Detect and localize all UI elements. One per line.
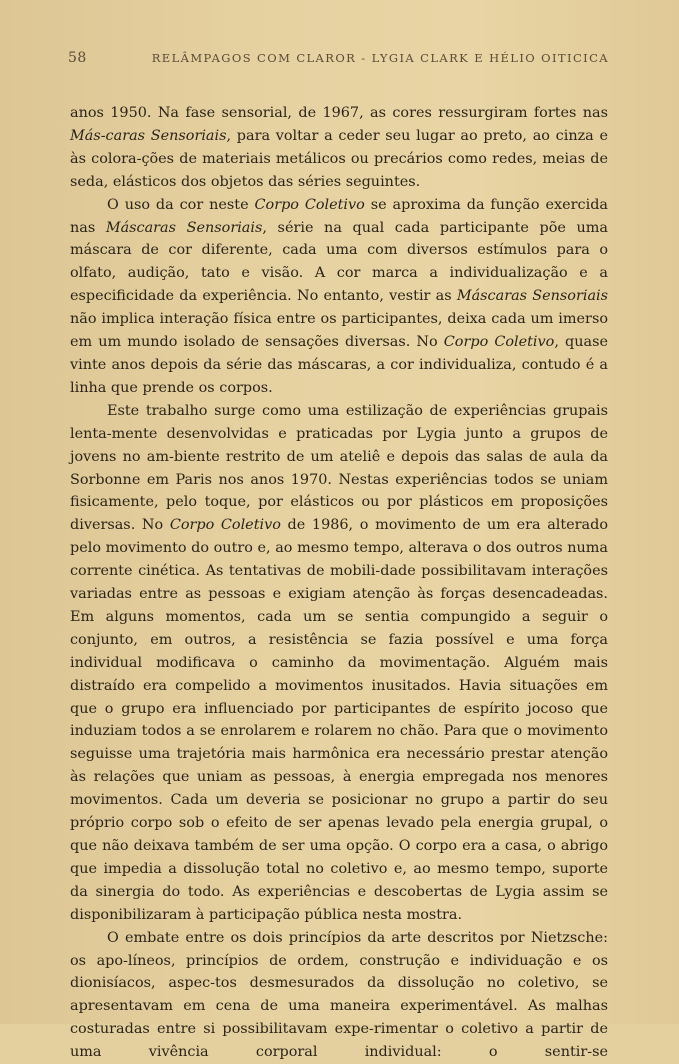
running-head: RELÂMPAGOS COM CLAROR - LYGIA CLARK E HÉLIO OITICICA [151, 51, 609, 65]
text-segment: O embate entre os dois princípios da arte descritos por Nietzsche: os apo-líneos, princípios de ordem, construção e individuação e os dionisíacos, aspec-tos desmesurados da dissolução no coletivo, se apresentavam em cena de uma maneira experimentável. As malhas costuradas entre si possibilitavam expe-rimentar o coletivo a partir de uma vivência corporal individual: o sentir-se [70, 929, 608, 1061]
text-segment: Este trabalho surge como uma estilização de experiências grupais lenta-mente desenvolvidas e praticadas por Lygia junto a grupos de jovens no am-biente restrito de um ateliê e depois das salas de aula da Sorbonne em Paris nos anos 1970. Nestas experiências todos se uniam fisicamente, pelo toque, por elásticos ou por plásticos em proposições diversas. No [70, 402, 608, 534]
body-text [70, 102, 608, 1064]
italic-title: Corpo Coletivo [443, 334, 555, 351]
italic-title: Corpo Coletivo [169, 517, 281, 534]
paragraph [70, 927, 608, 1064]
italic-title: Más-caras Sensoriais [70, 127, 227, 144]
text-segment: O uso da cor neste [107, 196, 255, 213]
italic-title: Máscaras Sensoriais [456, 288, 609, 305]
text-segment: , série na qual cada participante põe uma máscara de cor diferente, cada uma com diversos estímulos para o olfato, audição, tato e visão. A cor marca a individualização e a especificidade da experiência. No entanto, vestir as [70, 219, 608, 305]
text-segment: , quase vinte anos depois da série das máscaras, a cor individualiza, contudo é a linha que prende os corpos. [70, 334, 608, 396]
paragraph [70, 102, 608, 194]
page-number: 58 [68, 50, 87, 66]
page-header [0, 50, 679, 70]
text-segment: não implica interação física entre os participantes, deixa cada um imerso em um mundo isolado de sensações diversas. No [70, 311, 608, 351]
italic-title: Corpo Coletivo [254, 196, 365, 213]
text-segment: anos 1950. Na fase sensorial, de 1967, as cores ressurgiram fortes nas [70, 105, 608, 121]
text-segment: se aproxima da função exercida nas [70, 196, 608, 236]
text-segment: , para voltar a ceder seu lugar ao preto, ao cinza e às colora-ções de materiais metálicos ou precários como redes, meias de seda, elásticos dos objetos das séries seguintes. [70, 127, 608, 190]
paragraph [70, 194, 608, 400]
text-segment: de 1986, o movimento de um era alterado pelo movimento do outro e, ao mesmo tempo, alterava o dos outros numa corrente cinética. As tentativas de mobili-dade possibilitavam interações variadas entre as pessoas e exigiam atenção às forças desencadeadas. Em alguns momentos, cada um se sentia compungido a seguir o conjunto, em outros, a resistência se fazia possível e uma força individual modificava o caminho da movimentação. Alguém mais distraído era compelido a movimentos inusitados. Havia situações em que o grupo era influenciado por participantes de espírito jocoso que induziam todos a se enrolarem e rolarem no chão. Para que o movimento seguisse uma trajetória mais harmônica era necessário prestar atenção às relações que uniam as pessoas, à energia empregada nos menores movimentos. Cada um deveria se posicionar no grupo a partir do seu próprio corpo sob o efeito de ser apenas levado pela energia grupal, o que não deixava também de ser uma opção. O corpo era a casa, o abrigo que impedia a dissolução total no coletivo e, ao mesmo tempo, suporte da sinergia do todo. As experiências e descobertas de Lygia assim se disponibilizaram à participação pública nesta mostra. [70, 517, 609, 923]
paragraph [70, 400, 608, 927]
italic-title: Máscaras Sensoriais [105, 219, 263, 236]
